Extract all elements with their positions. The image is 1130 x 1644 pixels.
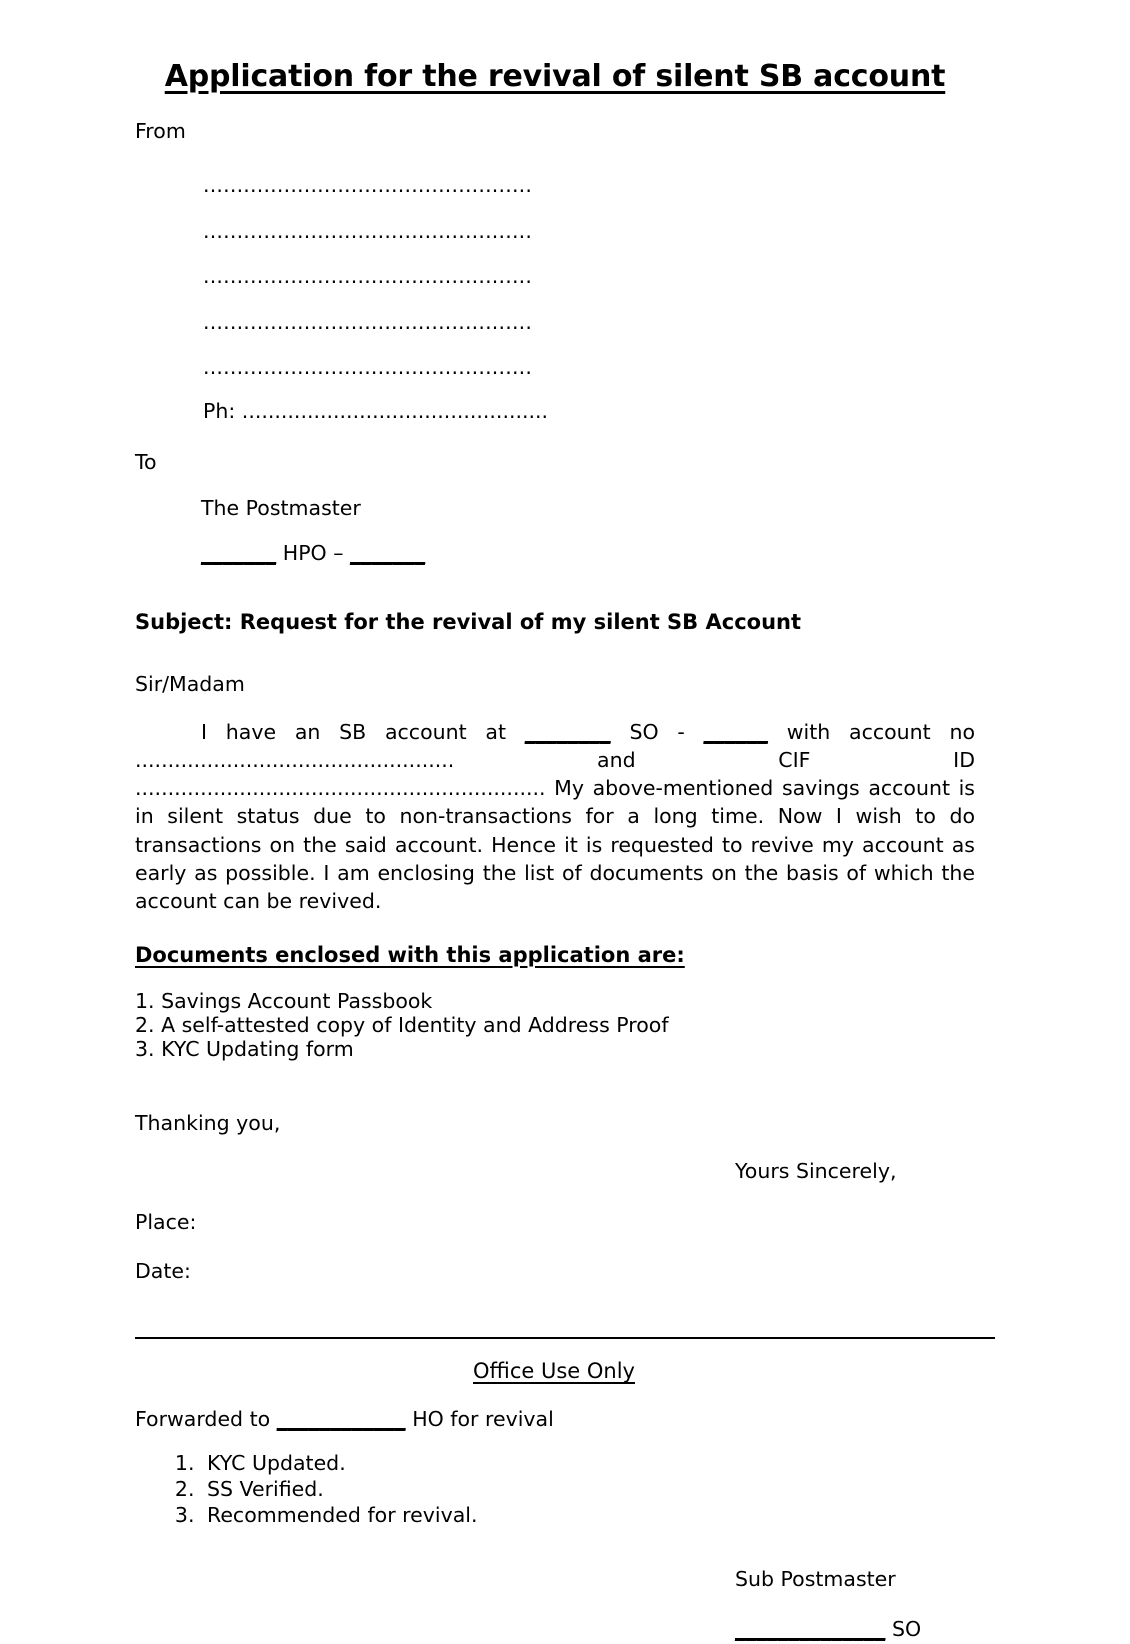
from-phone-line[interactable]	[203, 398, 975, 423]
thanking-text: Thanking you,	[135, 1110, 281, 1135]
office-use-heading	[135, 1357, 973, 1385]
body-part-1: I have an SB account at	[201, 720, 525, 745]
section-divider	[135, 1337, 995, 1339]
office-checklist	[171, 1451, 975, 1528]
so-suffix: SO	[885, 1616, 922, 1641]
body-paragraph	[135, 718, 975, 915]
forwarded-suffix: HO for revival	[405, 1406, 554, 1431]
office-use-heading-text: Office Use Only	[473, 1359, 635, 1384]
page-title: Application for the revival of silent SB account	[164, 59, 946, 94]
to-address-block	[201, 495, 975, 567]
to-label: To	[135, 450, 157, 475]
list-item[interactable]: 1. KYC Updated.	[201, 1451, 975, 1477]
place-field[interactable]: Place:	[135, 1210, 197, 1234]
date-field[interactable]: Date:	[135, 1258, 191, 1283]
documents-enclosed-heading: Documents enclosed with this application are:	[135, 942, 685, 967]
cif-id-blank[interactable]: ...............................................................	[135, 776, 546, 801]
forwarded-prefix: Forwarded to	[135, 1406, 277, 1431]
list-item: 3. KYC Updating form	[135, 1037, 354, 1062]
yours-sincerely: Yours Sincerely,	[735, 1159, 897, 1184]
account-no-blank[interactable]: .................................................	[135, 748, 455, 773]
recipient-office-line[interactable]	[201, 540, 975, 568]
so-name-blank[interactable]: ________	[524, 720, 611, 745]
body-part-4: and CIF ID	[454, 748, 975, 773]
list-item[interactable]: 2. SS Verified.	[201, 1477, 975, 1503]
body-part-2: SO -	[610, 720, 704, 745]
recipient-name: The Postmaster	[201, 495, 361, 520]
from-address-line-3[interactable]: .................................................	[203, 264, 533, 289]
from-label: From	[135, 118, 186, 143]
office-prefix-blank[interactable]: _______	[201, 540, 277, 565]
body-part-3: with account no	[768, 720, 975, 745]
body-part-5: My above-mentioned savings account is in silent status due to non-transactions for a long time. Now I wish to do transactions on the said account. Hence it is requested to revive my account as early as possible. I am enclosing the list of documents on the basis of which the account can be revived.	[135, 776, 975, 913]
salutation: Sir/Madam	[135, 671, 245, 696]
from-address-line-1[interactable]: .................................................	[203, 173, 533, 198]
document-body	[135, 0, 975, 1644]
phone-blank[interactable]: ...............................................	[241, 398, 549, 423]
office-type-label: HPO –	[282, 540, 344, 565]
sub-postmaster-label: Sub Postmaster	[735, 1567, 896, 1592]
so-signature-blank[interactable]: ______________	[735, 1616, 886, 1641]
phone-label: Ph:	[203, 398, 236, 423]
from-address-line-4[interactable]: .................................................	[203, 309, 533, 334]
from-address-block	[203, 175, 975, 421]
list-item: 1. Savings Account Passbook	[135, 989, 433, 1014]
list-item[interactable]: 3. Recommended for revival.	[201, 1503, 975, 1529]
forwarded-ho-blank[interactable]: ____________	[276, 1406, 406, 1431]
office-suffix-blank[interactable]: _______	[350, 540, 426, 565]
sub-postmaster-so-line[interactable]	[135, 1616, 975, 1644]
from-address-line-5[interactable]: .................................................	[203, 355, 533, 380]
list-item: 2. A self-attested copy of Identity and Address Proof	[135, 1013, 669, 1038]
subject-line: Subject: Request for the revival of my silent SB Account	[135, 610, 802, 635]
from-address-line-2[interactable]: .................................................	[203, 218, 533, 243]
branch-blank[interactable]: ______	[703, 720, 769, 745]
documents-enclosed-list	[135, 989, 975, 1062]
forwarded-to-line[interactable]	[135, 1406, 975, 1434]
